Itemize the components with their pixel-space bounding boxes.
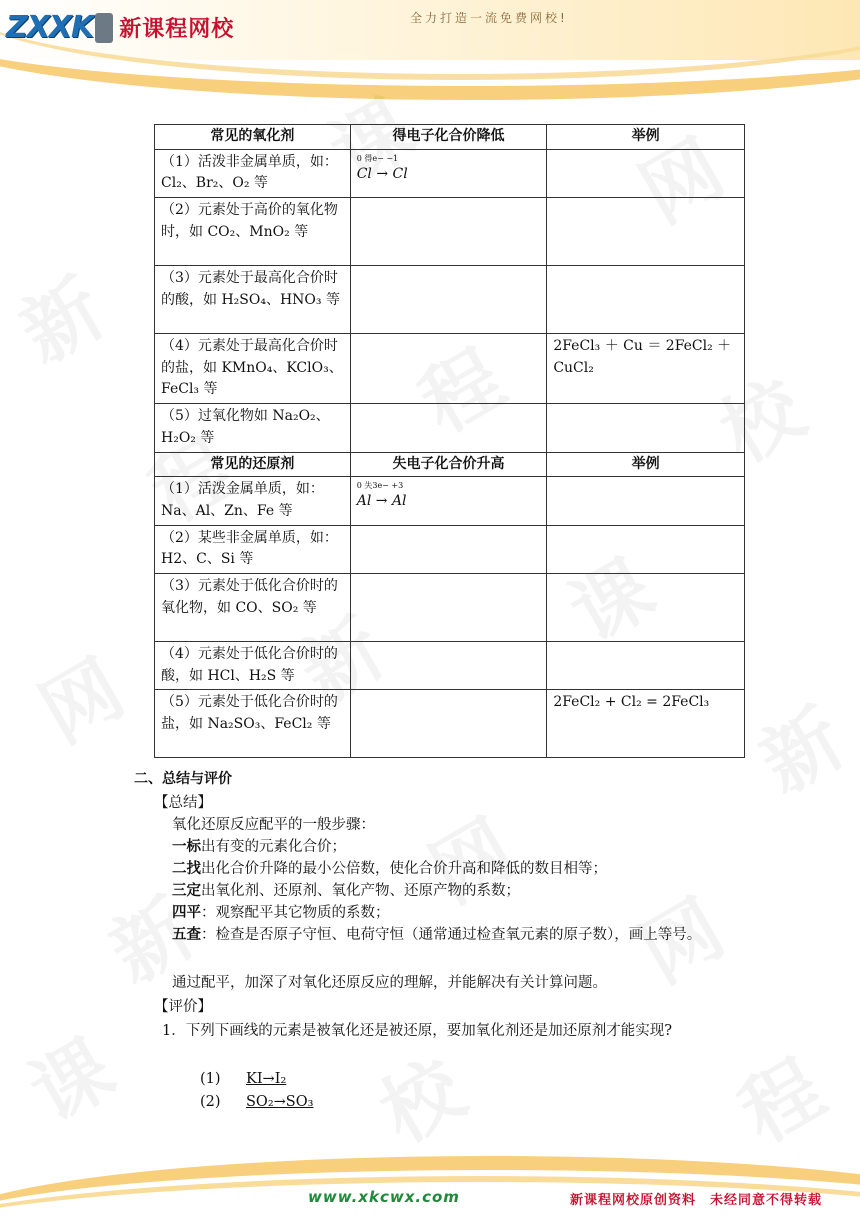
column-header: 举例 [547, 125, 745, 150]
table-row [155, 149, 745, 197]
watermark-char [407, 788, 531, 924]
table-cell [350, 404, 547, 452]
step-text: 出氧化剂、还原剂、氧化产物、还原产物的系数； [201, 883, 520, 899]
step-line [134, 924, 734, 946]
logo-badge-icon [95, 13, 113, 43]
step-line [172, 902, 390, 924]
table-cell [547, 573, 745, 641]
redox-agent-table [154, 124, 745, 758]
step-key: 一标 [172, 839, 201, 855]
table-cell: （2）某些非金属单质，如：H2、C、Si 等 [155, 525, 351, 573]
step-text: ：观察配平其它物质的系数； [201, 905, 390, 921]
table-cell [350, 525, 547, 573]
valence-equation: Cl → Cl [356, 165, 408, 182]
valence-annotation: 0 失3e− +3 [356, 481, 404, 491]
header-slogan: 全力打造一流免费网校! [410, 11, 568, 25]
logo-name: 新课程网校 [119, 17, 235, 42]
question-item-number: (1) [200, 1071, 221, 1087]
section-title: 二、总结与评价 [134, 771, 232, 787]
table-row [155, 690, 745, 758]
valence-equation: Al → Al [356, 493, 407, 510]
table-cell [350, 266, 547, 334]
column-header: 举例 [547, 452, 745, 477]
table-row [155, 525, 745, 573]
table-cell: （3）元素处于最高化合价时的酸，如 H₂SO₄、HNO₃ 等 [155, 266, 351, 334]
watermark-char [737, 678, 860, 814]
table-cell [350, 641, 547, 689]
table-row [155, 404, 745, 452]
step-text: 出有变的元素化合价； [201, 839, 346, 855]
site-logo[interactable] [6, 10, 234, 45]
column-header: 失电子化合价升高 [350, 452, 547, 477]
step-line [172, 880, 520, 902]
step-text: 出化合价升降的最小公倍数，使化合价升高和降低的数目相等； [201, 861, 607, 877]
table-cell: （4）元素处于最高化合价时的盐，如 KMnO₄、KClO₃、FeCl₃ 等 [155, 334, 351, 404]
step-key: 二找 [172, 861, 201, 877]
summary-conclusion: 通过配平，加深了对氧化还原反应的理解，并能解决有关计算问题。 [172, 975, 607, 991]
valence-annotation: 0 得e− −1 [356, 153, 399, 163]
table-cell [547, 404, 745, 452]
table-cell: （3）元素处于低化合价时的氧化物，如 CO、SO₂ 等 [155, 573, 351, 641]
table-row [155, 334, 745, 404]
question-text: 1．下列下画线的元素是被氧化还是被还原，要加氧化剂还是加还原剂才能实现? [162, 1023, 672, 1039]
step-line [172, 836, 346, 858]
table-cell: （4）元素处于低化合价时的酸，如 HCl、H₂S 等 [155, 641, 351, 689]
footer-link[interactable]: www.xkcwx.com [308, 1188, 460, 1206]
watermark-char [0, 248, 121, 384]
table-cell [350, 690, 547, 758]
table-cell: 2FeCl₃ ＋ Cu ＝ 2FeCl₂ ＋ CuCl₂ [547, 334, 745, 404]
table-row [155, 198, 745, 266]
column-header: 得电子化合价降低 [350, 125, 547, 150]
table-row [155, 266, 745, 334]
table-cell: 2FeCl₂ + Cl₂ = 2FeCl₃ [547, 690, 745, 758]
evaluation-label: 【评价】 [154, 999, 212, 1015]
logo-mark: ZXXK [6, 10, 94, 45]
table-cell [350, 477, 547, 525]
table-cell [350, 198, 547, 266]
table-cell: （1）活泼非金属单质，如：Cl₂、Br₂、O₂ 等 [155, 149, 351, 197]
table-cell [547, 149, 745, 197]
table-cell [547, 641, 745, 689]
question-item-formula: SO₂→SO₃ [246, 1094, 314, 1110]
table-cell [547, 198, 745, 266]
table-row [155, 573, 745, 641]
summary-label: 【总结】 [154, 795, 212, 811]
step-key: 五查 [172, 927, 201, 943]
table-cell: （2）元素处于高价的氧化物时，如 CO₂、MnO₂ 等 [155, 198, 351, 266]
table-cell: （1）活泼金属单质，如：Na、Al、Zn、Fe 等 [155, 477, 351, 525]
table-cell [350, 334, 547, 404]
table-row [155, 477, 745, 525]
table-header-row [155, 125, 745, 150]
table-header-row [155, 452, 745, 477]
table-cell [350, 149, 547, 197]
table-cell [547, 266, 745, 334]
column-header: 常见的还原剂 [155, 452, 351, 477]
table-cell [350, 573, 547, 641]
step-key: 四平 [172, 905, 201, 921]
step-key: 三定 [172, 883, 201, 899]
question-item-number: (2) [200, 1094, 221, 1110]
footer-copyright: 新课程网校原创资料 未经同意不得转载 [570, 1193, 823, 1208]
question-item-formula: KI→I₂ [246, 1071, 287, 1087]
step-text: ：检查是否原子守恒、电荷守恒（通常通过检查氧元素的原子数），画上等号。 [201, 927, 702, 943]
column-header: 常见的氧化剂 [155, 125, 351, 150]
table-cell: （5）元素处于低化合价时的盐，如 Na₂SO₃、FeCl₂ 等 [155, 690, 351, 758]
table-cell: （5）过氧化物如 Na₂O₂、H₂O₂ 等 [155, 404, 351, 452]
watermark-char [17, 628, 141, 764]
table-cell [547, 525, 745, 573]
step-line [172, 858, 607, 880]
table-row [155, 641, 745, 689]
table-cell [547, 477, 745, 525]
summary-intro: 氧化还原反应配平的一般步骤： [172, 817, 375, 833]
